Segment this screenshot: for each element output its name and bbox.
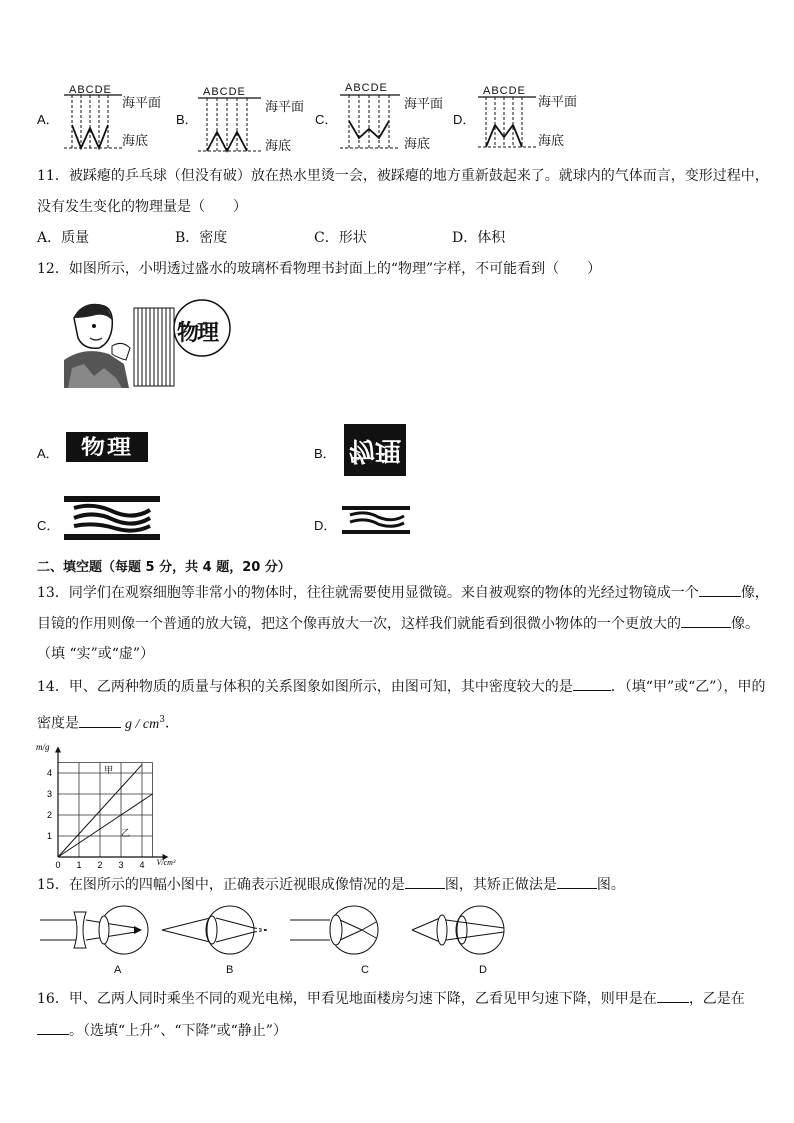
q13-line3: （填 “实”或“虚”） (37, 646, 155, 662)
option-c-letter: C． (315, 112, 338, 127)
q12-option-d-letter: D． (314, 518, 337, 533)
q14-line2 (37, 710, 179, 735)
option-a-seabed: 海底 (122, 133, 149, 148)
q12-option-c-image (64, 496, 160, 540)
option-c-diagram (340, 93, 402, 153)
q14-line2-text-b: ． (164, 715, 179, 732)
option-c-seabed: 海底 (404, 136, 431, 151)
eye-diagram-d (412, 906, 504, 954)
eye-label-b: B (226, 964, 234, 976)
option-b-letter: B． (176, 112, 198, 127)
q16-blank-1[interactable] (657, 988, 689, 1003)
y-tick-label: 4 (46, 768, 52, 778)
q16-blank-2[interactable] (37, 1020, 69, 1035)
q16-line1-text-a: 16．甲、乙两人同时乘坐不同的观光电梯，甲看见地面楼房匀速下降，乙看见甲匀速下降，则甲是在 (37, 991, 657, 1007)
q11-option-a: A．质量 (37, 230, 90, 246)
section-2-heading: 二、填空题（每题 5 分，共 4 题，20 分） (37, 560, 291, 575)
option-d-sea-level: 海平面 (538, 94, 578, 109)
q14-line1-text-a: 14．甲、乙两种物质的质量与体积的关系图象如图所示，由图可知，其中密度较大的是 (37, 679, 573, 695)
q16-line1-text-b: ，乙是在 (688, 991, 745, 1007)
series-label-yi: 乙 (121, 829, 131, 839)
q16-line2 (37, 1020, 287, 1041)
y-axis-label: m/g (36, 742, 50, 752)
q11-option-b: B．密度 (175, 230, 228, 246)
q14-density-chart (36, 742, 196, 870)
q12-option-c-letter: C． (37, 518, 60, 533)
q15-blank-1[interactable] (405, 874, 445, 889)
q13-line2-text-a: 目镜的作用则像一个普通的放大镜，把这个像再放大一次，这样我们就能看到很微小物体的一个更放大的 (37, 616, 681, 632)
q13-blank-1[interactable] (699, 582, 741, 597)
q16-line1 (37, 988, 745, 1009)
q13-blank-2[interactable] (681, 613, 731, 628)
option-b-seabed: 海底 (265, 138, 292, 153)
x-tick-label: 3 (118, 860, 124, 870)
eye-diagram-c (290, 906, 378, 954)
option-b-diagram (198, 96, 263, 156)
q12-stem: 12．如图所示，小明透过盛水的玻璃杯看物理书封面上的“物理”字样，不可能看到（ ） (37, 261, 602, 277)
q14-line2-text-a: 密度是 (37, 715, 79, 732)
option-d-letters: ABCDE (483, 85, 526, 97)
series-label-jia: 甲 (104, 766, 114, 776)
q14-line1-text-b: ．（填“甲”或“乙”），甲的 (610, 679, 766, 695)
option-a-sea-level: 海平面 (122, 95, 162, 110)
q12-option-d-image (342, 506, 410, 534)
q13-line1-text-b: 像， (740, 585, 769, 601)
y-tick-label: 3 (46, 789, 52, 799)
q12-book-text: 物理 (177, 321, 218, 346)
x-axis-label: V/cm³ (156, 858, 176, 867)
eye-label-d: D (479, 964, 487, 976)
option-d-seabed: 海底 (538, 133, 565, 148)
eye-diagram-a (40, 906, 148, 954)
option-d-diagram (478, 95, 538, 155)
q14-unit: g / cm (125, 716, 160, 732)
y-tick-label: 1 (46, 831, 52, 841)
q16-line2-text: 。（选填“上升”、“下降”或“静止”） (69, 1023, 287, 1039)
q13-line2-text-b: 像。 (731, 616, 759, 632)
q14-unit-sup: 3 (159, 715, 165, 725)
y-tick-label: 2 (46, 810, 52, 820)
q11-line2: 没有发生变化的物理量是（ ） (37, 199, 247, 215)
q15-line1-text-c: 图。 (596, 877, 625, 893)
eye-label-c: C (361, 964, 369, 976)
q11-option-c: C．形状 (314, 230, 367, 246)
q14-blank-1[interactable] (573, 676, 611, 691)
q14-blank-2[interactable] (79, 713, 121, 728)
q14-line1 (37, 676, 765, 697)
q15-line1-text-a: 15．在图所示的四幅小图中，正确表示近视眼成像情况的是 (37, 877, 405, 893)
y-axis-arrow (55, 747, 61, 753)
x-tick-label: 4 (139, 860, 145, 870)
q15-line1 (37, 874, 625, 895)
q13-line1 (37, 582, 769, 603)
x-tick-label: 2 (97, 860, 103, 870)
eye-label-a: A (114, 964, 122, 976)
option-a-letters: ABCDE (69, 84, 112, 96)
option-a-letter: A． (37, 112, 59, 127)
x-tick-label: 0 (55, 860, 61, 870)
eye-diagram-b (162, 906, 268, 954)
q12-option-a-letter: A． (37, 446, 59, 461)
option-b-letters: ABCDE (203, 86, 246, 98)
q12-option-a-text: 物理 (81, 435, 133, 459)
option-c-sea-level: 海平面 (404, 96, 444, 111)
option-a-diagram (64, 93, 124, 153)
q15-blank-2[interactable] (557, 874, 597, 889)
q12-option-b-text: 物理 (348, 435, 401, 465)
q13-line1-text-a: 13．同学们在观察细胞等非常小的物体时，往往就需要使用显微镜。来自被观察的物体的光经过物镜成一个 (37, 585, 699, 601)
q15-eye-diagrams (40, 898, 520, 968)
q11-option-d: D．体积 (452, 230, 506, 246)
q12-option-b-letter: B． (314, 446, 336, 461)
q12-option-b-image (344, 424, 406, 476)
q11-line1: 11．被踩瘪的乒乓球（但没有破）放在热水里烫一会，被踩瘪的地方重新鼓起来了。就球内的气体而言，变形过程中， (37, 168, 769, 184)
option-c-letters: ABCDE (345, 82, 388, 94)
q13-line2 (37, 613, 759, 634)
x-tick-label: 1 (76, 860, 82, 870)
option-b-sea-level: 海平面 (265, 99, 305, 114)
series-line-1 (58, 794, 153, 857)
option-d-letter: D． (453, 112, 476, 127)
q15-line1-text-b: 图，其矫正做法是 (444, 877, 557, 893)
q12-option-a-image (66, 432, 148, 462)
